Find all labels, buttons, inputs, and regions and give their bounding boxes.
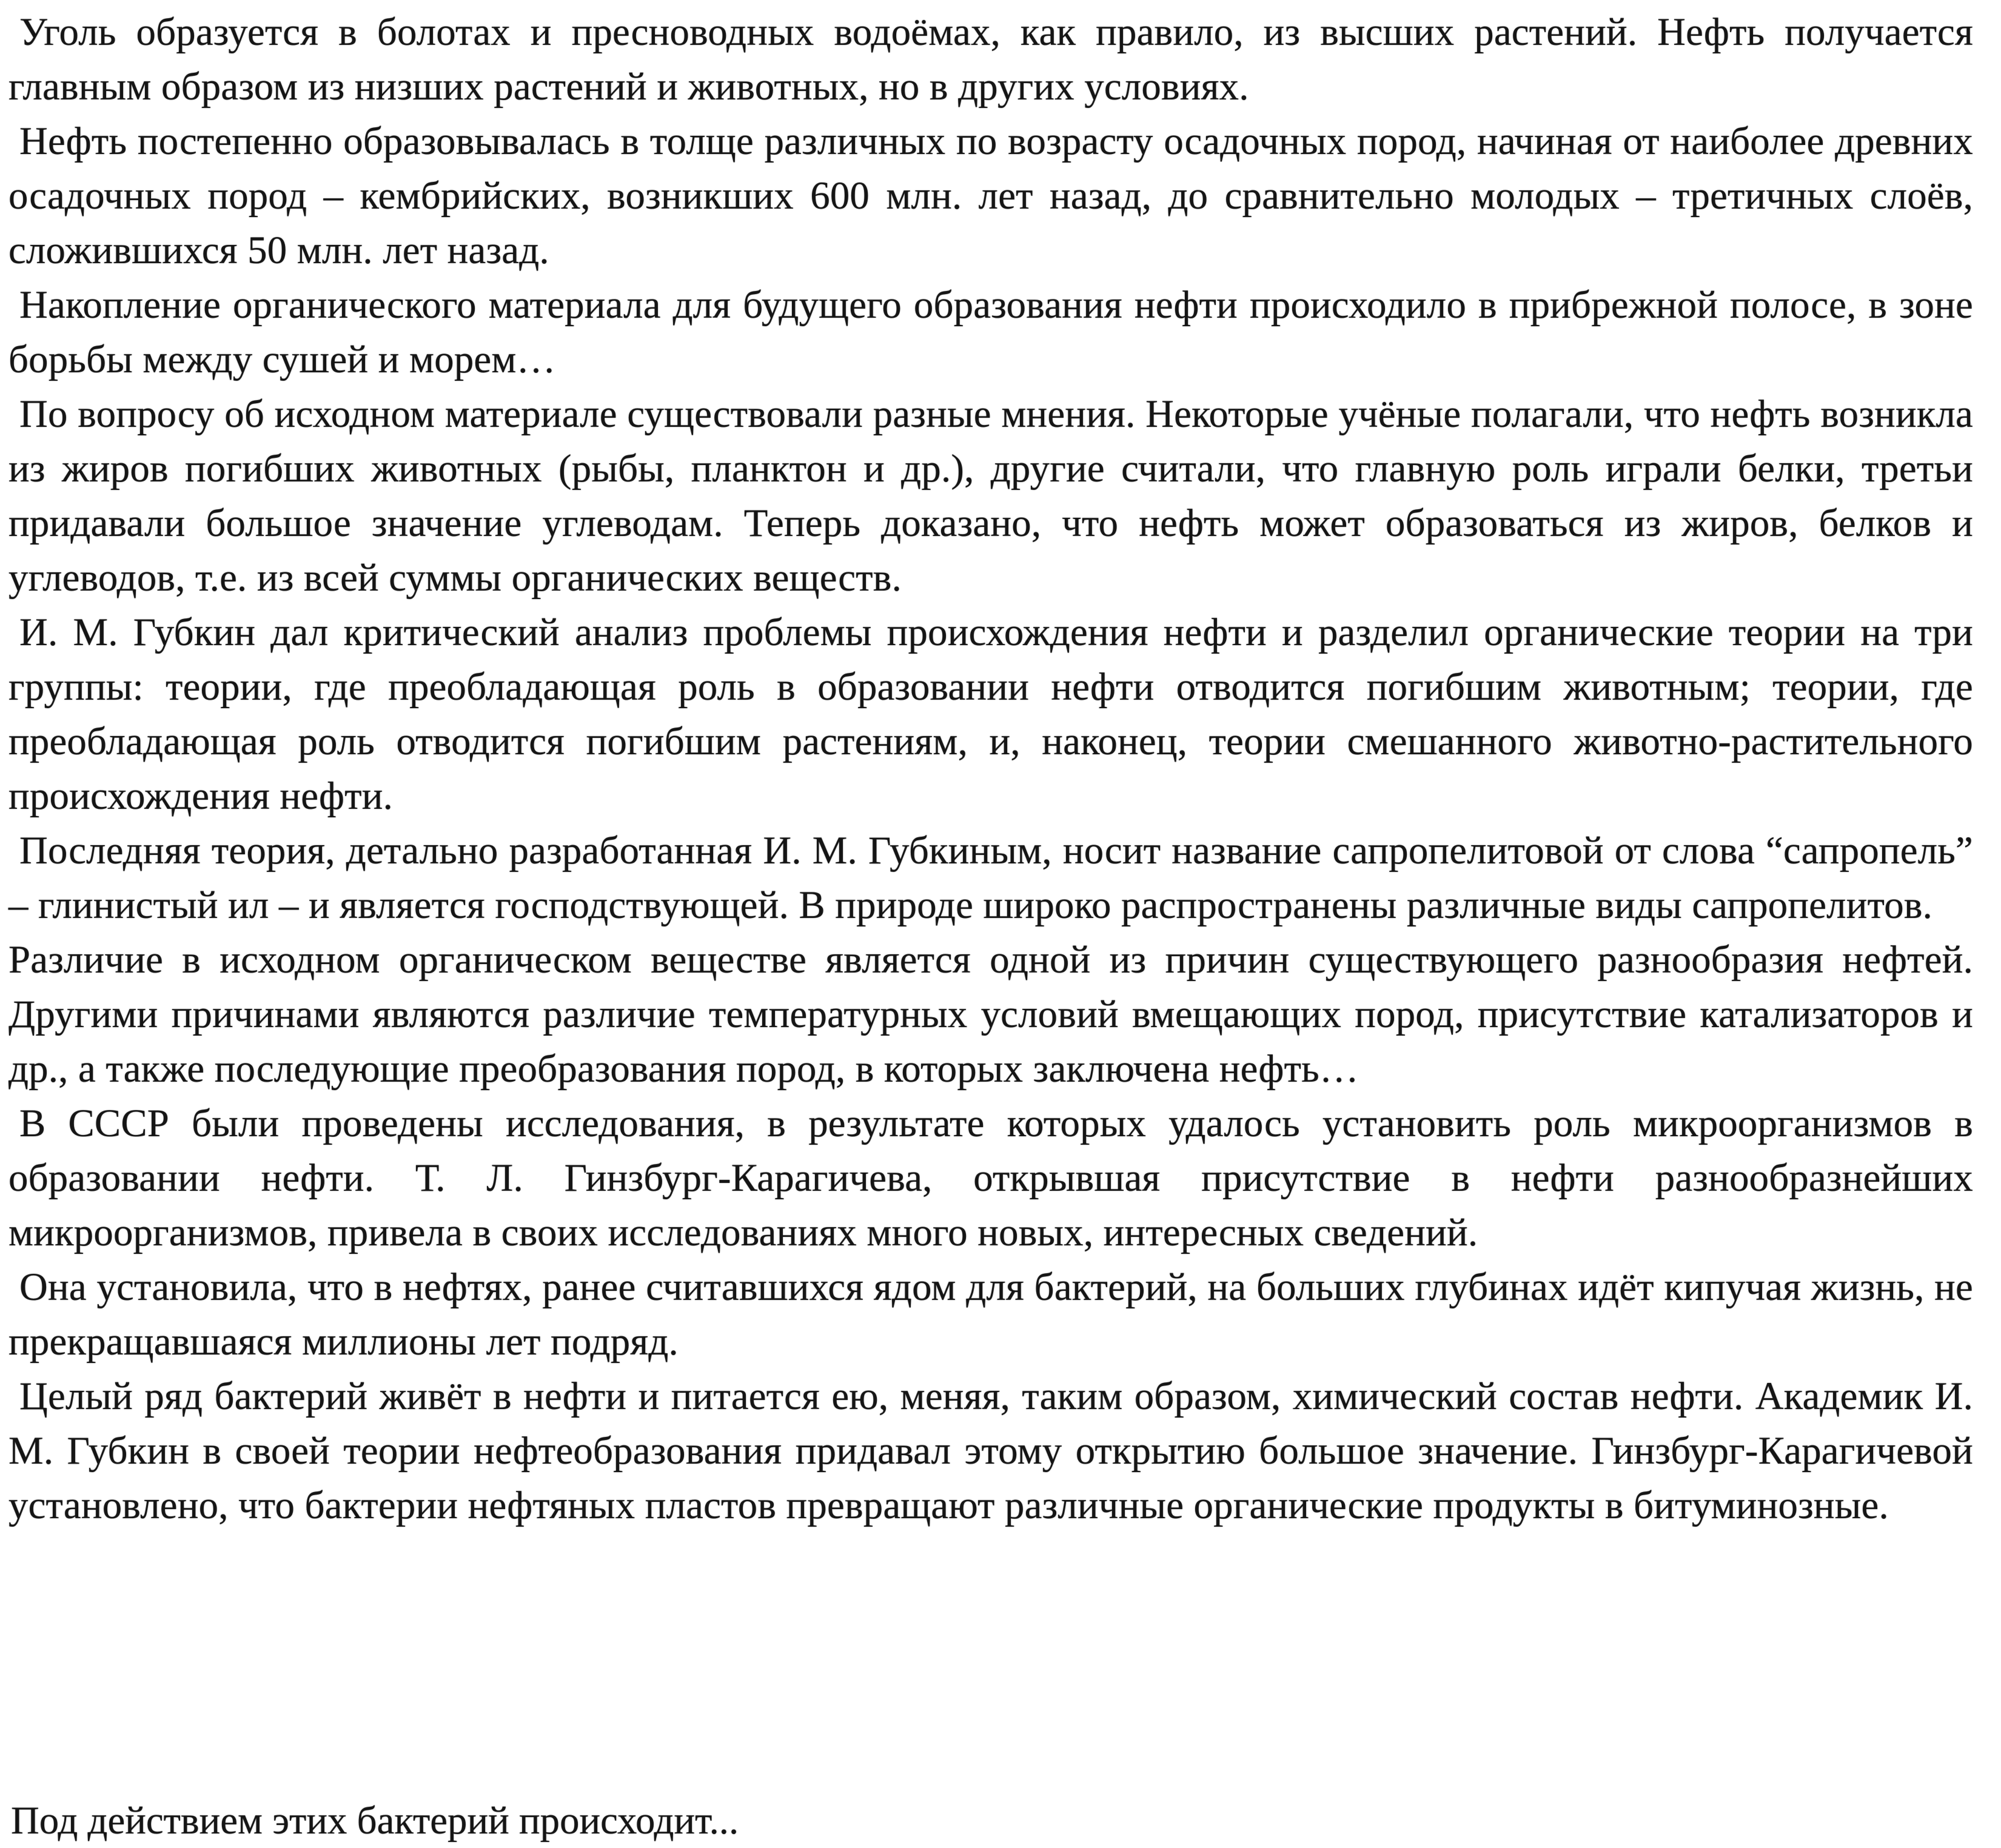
paragraph-oil-diversity: Различие в исходном органическом веществе является одной из причин существующего разнообразия нефтей. Другими причинами являются различие температурных условий вмещающих пород, присутствие катализаторов и др., а также последующие преобразования пород, в которых заключена нефть… <box>8 938 1973 1091</box>
paragraph-organic-accumulation: Накопление органического материала для будущего образования нефти происходило в прибрежной полосе, в зоне борьбы между сушей и морем… <box>8 283 1973 381</box>
paragraph-bacteria-life: Она установила, что в нефтях, ранее считавшихся ядом для бактерий, на больших глубинах идёт кипучая жизнь, не прекращавшаяся миллионы лет подряд. <box>8 1265 1973 1364</box>
paragraph-coal-and-oil-origin: Уголь образуется в болотах и пресноводных водоёмах, как правило, из высших растений. Нефть получается главным образом из низших растений и животных, но в других условиях. <box>8 10 1973 109</box>
paragraph-gubkin-analysis: И. М. Губкин дал критический анализ проблемы происхождения нефти и разделил органические теории на три группы: теории, где преобладающая роль в образовании нефти отводится погибшим животным; теории, где преобладающая роль отводится погибшим растениям, и, наконец, теории смешанного животно-растительного происхождения нефти. <box>8 611 1973 818</box>
paragraph-sapropelite-theory: Последняя теория, детально разработанная И. М. Губкиным, носит название сапропелитовой от слова “сапропель” – глинистый ил – и является господствующей. В природе широко распространены различные виды сапропелитов. <box>8 829 1973 927</box>
document-body <box>8 5 1973 1533</box>
paragraph-bacteria-composition: Целый ряд бактерий живёт в нефти и питается ею, меняя, таким образом, химический состав нефти. Академик И. М. Губкин в своей теории нефтеобразования придавал этому открытию большое значение. Гинзбург-Карагичевой установлено, что бактерии нефтяных пластов превращают различные органические продукты в битуминозные. <box>8 1374 1973 1527</box>
paragraph-ussr-research: В СССР были проведены исследования, в результате которых удалось установить роль микроорганизмов в образовании нефти. Т. Л. Гинзбург-Карагичева, открывшая присутствие в нефти разнообразнейших микроорганизмов, привела в своих исследованиях много новых, интересных сведений. <box>8 1102 1973 1254</box>
paragraph-sedimentary-rocks: Нефть постепенно образовывалась в толще различных по возрасту осадочных пород, начиная от наиболее древних осадочных пород – кембрийских, возникших 600 млн. лет назад, до сравнительно молодых – третичных слоёв, сложившихся 50 млн. лет назад. <box>8 119 1973 272</box>
partial-cut-off-line: Под действием этих бактерий происходит... <box>11 1799 739 1843</box>
paragraph-source-material: По вопросу об исходном материале существовали разные мнения. Некоторые учёные полагали, что нефть возникла из жиров погибших животных (рыбы, планктон и др.), другие считали, что главную роль играли белки, третьи придавали большое значение углеводам. Теперь доказано, что нефть может образоваться из жиров, белков и углеводов, т.е. из всей суммы органических веществ. <box>8 392 1973 600</box>
